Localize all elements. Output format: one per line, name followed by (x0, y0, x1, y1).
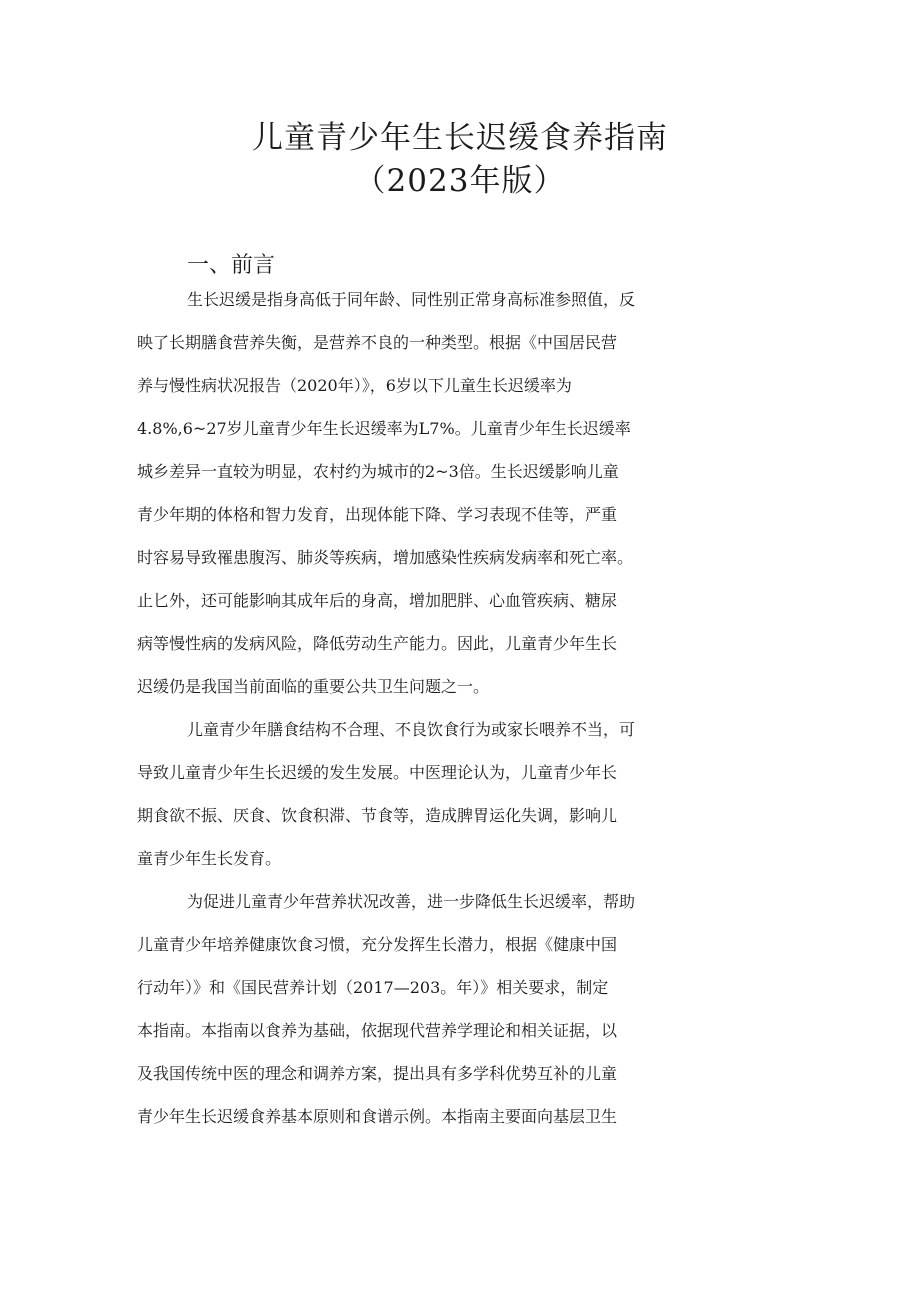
text-line: 及我国传统中医的理念和调养方案，提出具有多学科优势互补的儿童 (137, 1064, 618, 1083)
text-line: 时容易导致罹患腹泻、肺炎等疾病，增加感染性疾病发病率和死亡率。 (137, 548, 634, 567)
document-edition: （2023年版） (354, 163, 566, 199)
paragraph-3 (137, 889, 837, 1147)
text-line: 为促进儿童青少年营养状况改善，进一步降低生长迟缓率，帮助 (187, 892, 636, 911)
text-line: 青少年期的体格和智力发育，出现体能下降、学习表现不佳等，严重 (137, 505, 618, 524)
section-heading: 一、前言 (187, 253, 276, 278)
text-line: 期食欲不振、厌食、饮食积滞、节食等，造成脾胃运化失调，影响儿 (137, 806, 618, 825)
document-title: 儿童青少年生长迟缓食养指南 (252, 120, 668, 156)
text-line: 映了长期膳食营养失衡，是营养不良的一种类型。根据《中国居民营 (137, 333, 618, 352)
text-line: 青少年生长迟缓食养基本原则和食谱示例。本指南主要面向基层卫生 (137, 1107, 618, 1126)
text-line: 止匕外，还可能影响其成年后的身高，增加肥胖、心血管疾病、糖尿 (137, 591, 618, 610)
text-line: 本指南。本指南以食养为基础，依据现代营养学理论和相关证据，以 (137, 1021, 618, 1040)
text-line: 城乡差异一直较为明显，农村约为城市的2~3倍。生长迟缓影响儿童 (137, 462, 619, 481)
text-line: 养与慢性病状况报告（2020年）》，6岁以下儿童生长迟缓率为 (137, 376, 572, 395)
text-line: 行动年）》和《国民营养计划（2017—203。年）》相关要求，制定 (137, 978, 609, 997)
document-body (137, 244, 837, 1147)
paragraph-2 (137, 717, 837, 889)
text-line: 儿童青少年膳食结构不合理、不良饮食行为或家长喂养不当，可 (187, 720, 636, 739)
text-line: 4.8%,6~27岁儿童青少年生长迟缓率为L7%。儿童青少年生长迟缓率 (137, 419, 631, 438)
paragraph-1 (137, 287, 837, 717)
text-line: 导致儿童青少年生长迟缓的发生发展。中医理论认为，儿童青少年长 (137, 763, 618, 782)
text-line: 生长迟缓是指身高低于同年龄、同性别正常身高标准参照值，反 (187, 290, 636, 309)
text-line: 童青少年生长发育。 (137, 849, 282, 868)
text-line: 迟缓仍是我国当前面临的重要公共卫生问题之一。 (137, 677, 490, 696)
text-line: 病等慢性病的发病风险，降低劳动生产能力。因此，儿童青少年生长 (137, 634, 618, 653)
text-line: 儿童青少年培养健康饮食习惯，充分发挥生长潜力，根据《健康中国 (137, 935, 618, 954)
